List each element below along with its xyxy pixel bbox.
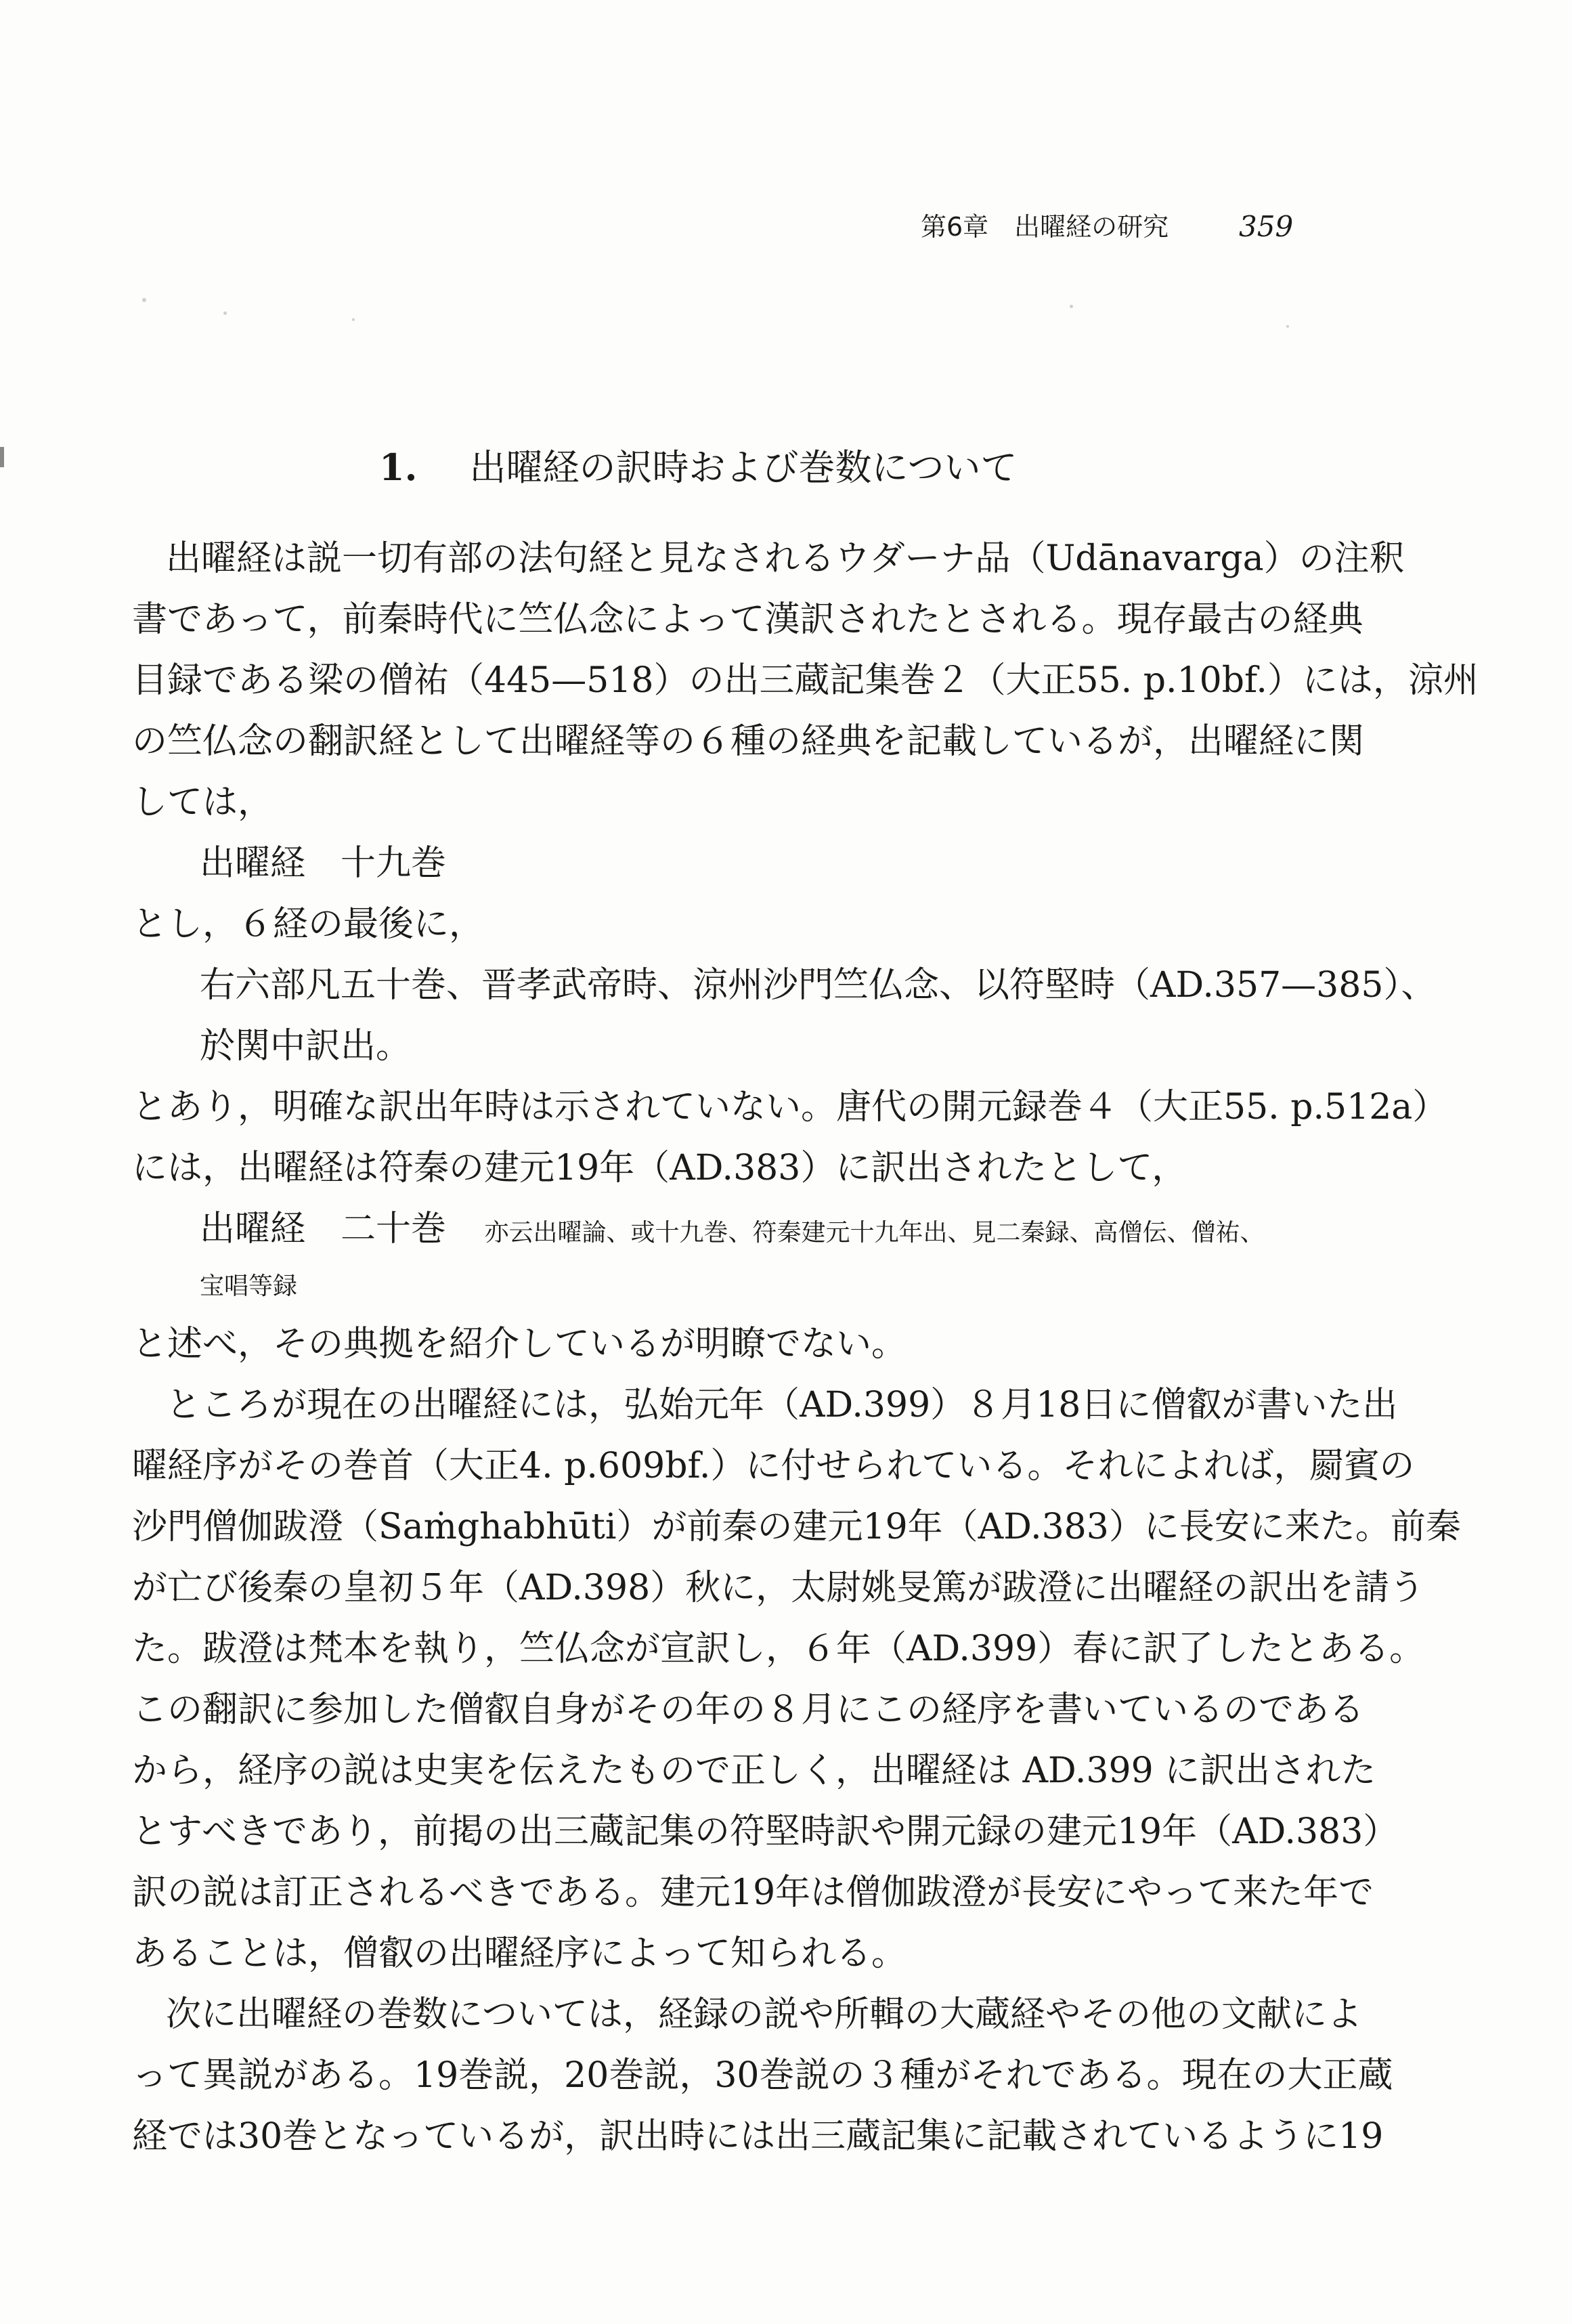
quoted-line: 出曜経 十九巻 [200,843,447,884]
body-line: 曜経序がその巻首（大正4. p.609bf.）に付せられている。それによれば，罽賓の [132,1446,1415,1486]
body-line: この翻訳に参加した僧叡自身がその年の８月にこの経序を書いているのである [132,1690,1365,1730]
section-title: 出曜経の訳時および巻数について [469,446,1018,489]
body-line: とし，６経の最後に， [132,904,485,945]
scan-speck [223,311,227,315]
quoted-line: 於関中訳出。 [200,1026,412,1067]
body-line: の竺仏念の翻訳経として出曜経等の６種の経典を記載しているが，出曜経に関 [132,721,1365,762]
section-number: 1. [379,446,418,489]
body-line: 経では30巻となっているが，訳出時には出三蔵記集に記載されているように19 [132,2116,1384,2157]
body-line: た。跋澄は梵本を執り，竺仏念が宣訳し，６年（AD.399）春に訳了したとある。 [132,1629,1425,1669]
body-line: あることは，僧叡の出曜経序によって知られる。 [132,1933,907,1974]
scan-speck [1070,305,1073,308]
body-line: 書であって，前秦時代に竺仏念によって漢訳されたとされる。現存最古の経典 [132,599,1363,640]
body-line: 訳の説は訂正されるべきである。建元19年は僧伽跋澄が長安にやって来た年で [132,1872,1374,1913]
body-line: って異説がある。19巻説，20巻説，30巻説の３種がそれである。現在の大正蔵 [132,2055,1393,2096]
page-number: 359 [1239,210,1294,243]
chapter-title: 第6章 出曜経の研究 [921,212,1169,242]
scan-speck [142,298,146,302]
body-line: から，経序の説は史実を伝えたもので正しく，出曜経は AD.399 に訳出された [132,1750,1376,1791]
quoted-note: 亦云出曜論、或十九巻、符秦建元十九年出、見二秦録、高僧伝、僧祐、 [484,1219,1265,1247]
quoted-title: 出曜経 二十巻 [200,1209,447,1249]
scan-speck [1286,325,1289,328]
scan-speck [352,318,355,321]
body-line: とすべきであり，前掲の出三蔵記集の符堅時訳や開元録の建元19年（AD.383） [132,1811,1399,1852]
quoted-line: 右六部凡五十巻、晋孝武帝時、涼州沙門竺仏念、以符堅時（AD.357—385）、 [200,965,1437,1006]
body-line: ところが現在の出曜経には，弘始元年（AD.399）８月18日に僧叡が書いた出 [166,1385,1398,1425]
body-line: しては， [132,782,274,823]
margin-mark [0,447,4,467]
body-line: が亡び後秦の皇初５年（AD.398）秋に，太尉姚旻篤が跋澄に出曜経の訳出を請う [132,1568,1425,1608]
body-line: とあり，明確な訳出年時は示されていない。唐代の開元録巻４（大正55. p.512a） [132,1087,1448,1127]
running-head [921,207,1354,247]
body-line: 目録である梁の僧祐（445—518）の出三蔵記集巻２（大正55. p.10bf.）には，涼州 [132,660,1479,701]
section-heading [379,440,1259,495]
body-line: 出曜経は説一切有部の法句経と見なされるウダーナ品（Udānavarga）の注釈 [166,538,1405,579]
quoted-note-continuation: 宝唱等録 [200,1272,298,1300]
quoted-line [200,1205,1330,1253]
body-line: と述べ，その典拠を紹介しているが明瞭でない。 [132,1324,907,1364]
body-line: 沙門僧伽跋澄（Saṁghabhūti）が前秦の建元19年（AD.383）に長安に来た。前秦 [132,1507,1461,1547]
body-line: には，出曜経は符秦の建元19年（AD.383）に訳出されたとして， [132,1148,1187,1188]
body-line: 次に出曜経の巻数については，経録の説や所輯の大蔵経やその他の文献によ [166,1994,1362,2035]
